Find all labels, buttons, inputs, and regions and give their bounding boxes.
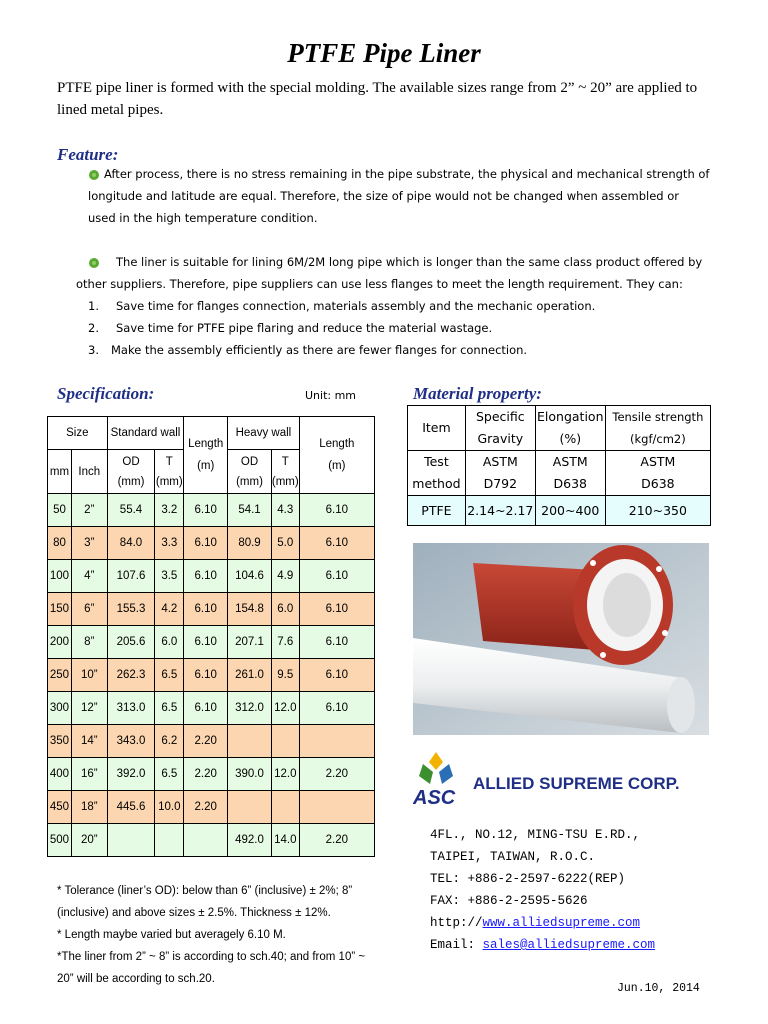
- cell-s-t: 4.2: [155, 593, 184, 626]
- header-elongation: Elongation (%): [535, 406, 605, 451]
- company-logo: [413, 750, 463, 808]
- feature-item-text: Save time for PTFE pipe flaring and reduce the material wastage.: [116, 321, 493, 335]
- cell-s-od: 392.0: [107, 758, 155, 791]
- feature-bullet-1-text: After process, there is no stress remaining in the pipe substrate, the physical and mechanical strength of longitude and latitude are equal. Therefore, the size of pipe would not be changed when assembled or used in the high temperature condition.: [88, 167, 710, 225]
- cell-s-od: 445.6: [107, 791, 155, 824]
- green-bullet-icon: [88, 257, 100, 269]
- email-link[interactable]: sales@alliedsupreme.com: [482, 938, 656, 952]
- cell-h-t: 5.0: [271, 527, 299, 560]
- cell-mm: 200: [48, 626, 72, 659]
- cell-s-len: 2.20: [184, 791, 228, 824]
- cell-s-t: 6.0: [155, 626, 184, 659]
- cell-h-od: [228, 791, 272, 824]
- table-row: [48, 692, 375, 725]
- table-row: [48, 824, 375, 857]
- cell-h-len: 6.10: [299, 593, 374, 626]
- method-tensile-strength: ASTM D638: [605, 451, 710, 496]
- material-heading: Material property:: [413, 384, 542, 403]
- telephone: TEL: +886-2-2597-6222(REP): [430, 872, 626, 886]
- cell-h-len: [299, 725, 374, 758]
- cell-h-od: 80.9: [228, 527, 272, 560]
- header-heavy-t: T (mm): [271, 450, 299, 494]
- cell-h-t: 12.0: [271, 692, 299, 725]
- feature-item-text: Save time for flanges connection, materials assembly and the mechanic operation.: [116, 299, 596, 313]
- cell-h-od: 492.0: [228, 824, 272, 857]
- cell-h-t: [271, 791, 299, 824]
- cell-h-t: 14.0: [271, 824, 299, 857]
- feature-item-number: 3.: [88, 343, 99, 357]
- feature-item-2: [88, 317, 492, 339]
- cell-inch: 2”: [71, 494, 107, 527]
- header-tensile-strength: Tensile strength (kgf/cm2): [605, 406, 710, 451]
- cell-inch: 18”: [71, 791, 107, 824]
- cell-s-od: 55.4: [107, 494, 155, 527]
- material-tensile-strength: 210~350: [605, 496, 710, 526]
- cell-inch: 3”: [71, 527, 107, 560]
- cell-s-t: 6.5: [155, 659, 184, 692]
- cell-mm: 50: [48, 494, 72, 527]
- cell-h-len: 6.10: [299, 659, 374, 692]
- intro-paragraph: PTFE pipe liner is formed with the special molding. The available sizes range from 2” ~ 20” are applied to lined metal pipes.: [57, 80, 698, 118]
- address-line-2: TAIPEI, TAIWAN, R.O.C.: [430, 850, 596, 864]
- feature-heading: Feature:: [57, 145, 119, 164]
- cell-inch: 10”: [71, 659, 107, 692]
- table-row: [48, 527, 375, 560]
- header-size: Size: [48, 417, 108, 450]
- website-link[interactable]: www.alliedsupreme.com: [482, 916, 641, 930]
- cell-mm: 400: [48, 758, 72, 791]
- page-title: PTFE Pipe Liner: [287, 38, 481, 68]
- cell-s-t: 6.5: [155, 758, 184, 791]
- cell-h-t: 9.5: [271, 659, 299, 692]
- cell-h-len: 6.10: [299, 626, 374, 659]
- feature-bullet-2-text: The liner is suitable for lining 6M/2M long pipe which is longer than the same class product offered by other suppliers. Therefore, pipe suppliers can use less flanges to meet the length requirement. They can:: [76, 255, 703, 291]
- unit-label: Unit: mm: [305, 389, 357, 402]
- cell-s-len: 6.10: [184, 659, 228, 692]
- cell-inch: 14”: [71, 725, 107, 758]
- cell-s-t: 3.3: [155, 527, 184, 560]
- table-row: [48, 560, 375, 593]
- header-std-od: OD (mm): [107, 450, 155, 494]
- method-elongation: ASTM D638: [535, 451, 605, 496]
- header-mm: mm: [48, 450, 72, 494]
- cell-s-t: 6.2: [155, 725, 184, 758]
- cell-mm: 300: [48, 692, 72, 725]
- cell-h-t: 4.3: [271, 494, 299, 527]
- feature-item-1: [88, 295, 595, 317]
- cell-mm: 500: [48, 824, 72, 857]
- cell-h-od: 54.1: [228, 494, 272, 527]
- header-inch: Inch: [71, 450, 107, 494]
- cell-mm: 150: [48, 593, 72, 626]
- header-item: Item: [408, 406, 466, 451]
- feature-item-text: Make the assembly efficiently as there are fewer flanges for connection.: [111, 343, 528, 357]
- cell-h-od: 104.6: [228, 560, 272, 593]
- specification-heading: Specification:: [57, 384, 155, 403]
- cell-h-od: 390.0: [228, 758, 272, 791]
- cell-s-len: 6.10: [184, 626, 228, 659]
- method-specific-gravity: ASTM D792: [465, 451, 535, 496]
- cell-inch: 4”: [71, 560, 107, 593]
- cell-mm: 450: [48, 791, 72, 824]
- cell-h-od: 154.8: [228, 593, 272, 626]
- cell-mm: 250: [48, 659, 72, 692]
- cell-s-od: 155.3: [107, 593, 155, 626]
- cell-h-od: 261.0: [228, 659, 272, 692]
- cell-inch: 8”: [71, 626, 107, 659]
- logo-text: ASC: [413, 787, 456, 808]
- cell-h-t: 12.0: [271, 758, 299, 791]
- cell-s-len: 6.10: [184, 593, 228, 626]
- cell-h-od: [228, 725, 272, 758]
- header-heavy-wall: Heavy wall: [228, 417, 300, 450]
- cell-h-len: 2.20: [299, 824, 374, 857]
- email-line: Email: sales@alliedsupreme.com: [430, 938, 656, 952]
- note-length: * Length maybe varied but averagely 6.10 M.: [57, 929, 286, 941]
- feature-item-number: 2.: [88, 321, 99, 335]
- pipe-liner-photo: [413, 543, 709, 735]
- cell-h-len: [299, 791, 374, 824]
- table-row: [48, 758, 375, 791]
- feature-bullet-2: [76, 251, 710, 295]
- cell-inch: 12”: [71, 692, 107, 725]
- cell-s-od: 107.6: [107, 560, 155, 593]
- table-row: [48, 593, 375, 626]
- cell-s-len: 6.10: [184, 692, 228, 725]
- fax: FAX: +886-2-2595-5626: [430, 894, 588, 908]
- note-tolerance: * Tolerance (liner’s OD): below than 6” (inclusive) ± 2%; 8” (inclusive) and above sizes ± 2.5%. Thickness ± 12%.: [57, 885, 353, 919]
- header-standard-wall: Standard wall: [107, 417, 184, 450]
- cell-h-len: 6.10: [299, 560, 374, 593]
- table-row: [48, 791, 375, 824]
- material-elongation: 200~400: [535, 496, 605, 526]
- material-specific-gravity: 2.14~2.17: [465, 496, 535, 526]
- cell-h-od: 312.0: [228, 692, 272, 725]
- cell-s-od: 84.0: [107, 527, 155, 560]
- cell-s-len: 6.10: [184, 494, 228, 527]
- cell-inch: 16”: [71, 758, 107, 791]
- header-std-t: T (mm): [155, 450, 184, 494]
- cell-h-t: 4.9: [271, 560, 299, 593]
- cell-h-od: 207.1: [228, 626, 272, 659]
- cell-s-t: 3.5: [155, 560, 184, 593]
- cell-h-t: 7.6: [271, 626, 299, 659]
- material-table: [407, 405, 711, 526]
- cell-s-t: [155, 824, 184, 857]
- table-row: [48, 725, 375, 758]
- header-length-heavy: Length (m): [299, 417, 374, 494]
- cell-h-t: 6.0: [271, 593, 299, 626]
- table-row: [48, 659, 375, 692]
- table-row: [48, 626, 375, 659]
- cell-h-len: 2.20: [299, 758, 374, 791]
- cell-mm: 80: [48, 527, 72, 560]
- specification-table: [47, 416, 375, 857]
- cell-inch: 20”: [71, 824, 107, 857]
- cell-mm: 100: [48, 560, 72, 593]
- cell-h-t: [271, 725, 299, 758]
- website-line: http://www.alliedsupreme.com: [430, 916, 641, 930]
- table-row: [48, 494, 375, 527]
- cell-s-od: 343.0: [107, 725, 155, 758]
- header-heavy-od: OD (mm): [228, 450, 272, 494]
- cell-s-t: 6.5: [155, 692, 184, 725]
- material-item: PTFE: [408, 496, 466, 526]
- cell-s-t: 3.2: [155, 494, 184, 527]
- cell-s-len: 2.20: [184, 725, 228, 758]
- cell-h-len: 6.10: [299, 692, 374, 725]
- cell-mm: 350: [48, 725, 72, 758]
- green-bullet-icon: [88, 169, 100, 181]
- feature-bullet-1: [88, 163, 710, 229]
- cell-s-od: 313.0: [107, 692, 155, 725]
- header-length-standard: Length (m): [184, 417, 228, 494]
- cell-s-t: 10.0: [155, 791, 184, 824]
- address-line-1: 4FL., NO.12, MING-TSU E.RD.,: [430, 828, 641, 842]
- cell-s-od: 262.3: [107, 659, 155, 692]
- cell-s-len: 2.20: [184, 758, 228, 791]
- company-name: ALLIED SUPREME CORP.: [473, 774, 680, 793]
- cell-s-len: [184, 824, 228, 857]
- cell-h-len: 6.10: [299, 527, 374, 560]
- cell-s-od: 205.6: [107, 626, 155, 659]
- feature-item-3: [88, 339, 527, 361]
- cell-inch: 6”: [71, 593, 107, 626]
- cell-h-len: 6.10: [299, 494, 374, 527]
- test-method-label: Test method: [408, 451, 466, 496]
- header-specific-gravity: Specific Gravity: [465, 406, 535, 451]
- cell-s-len: 6.10: [184, 560, 228, 593]
- cell-s-od: [107, 824, 155, 857]
- feature-item-number: 1.: [88, 299, 99, 313]
- document-date: Jun.10, 2014: [617, 982, 700, 995]
- cell-s-len: 6.10: [184, 527, 228, 560]
- note-schedule: *The liner from 2” ~ 8” is according to sch.40; and from 10” ~ 20” will be according to sch.20.: [57, 951, 366, 985]
